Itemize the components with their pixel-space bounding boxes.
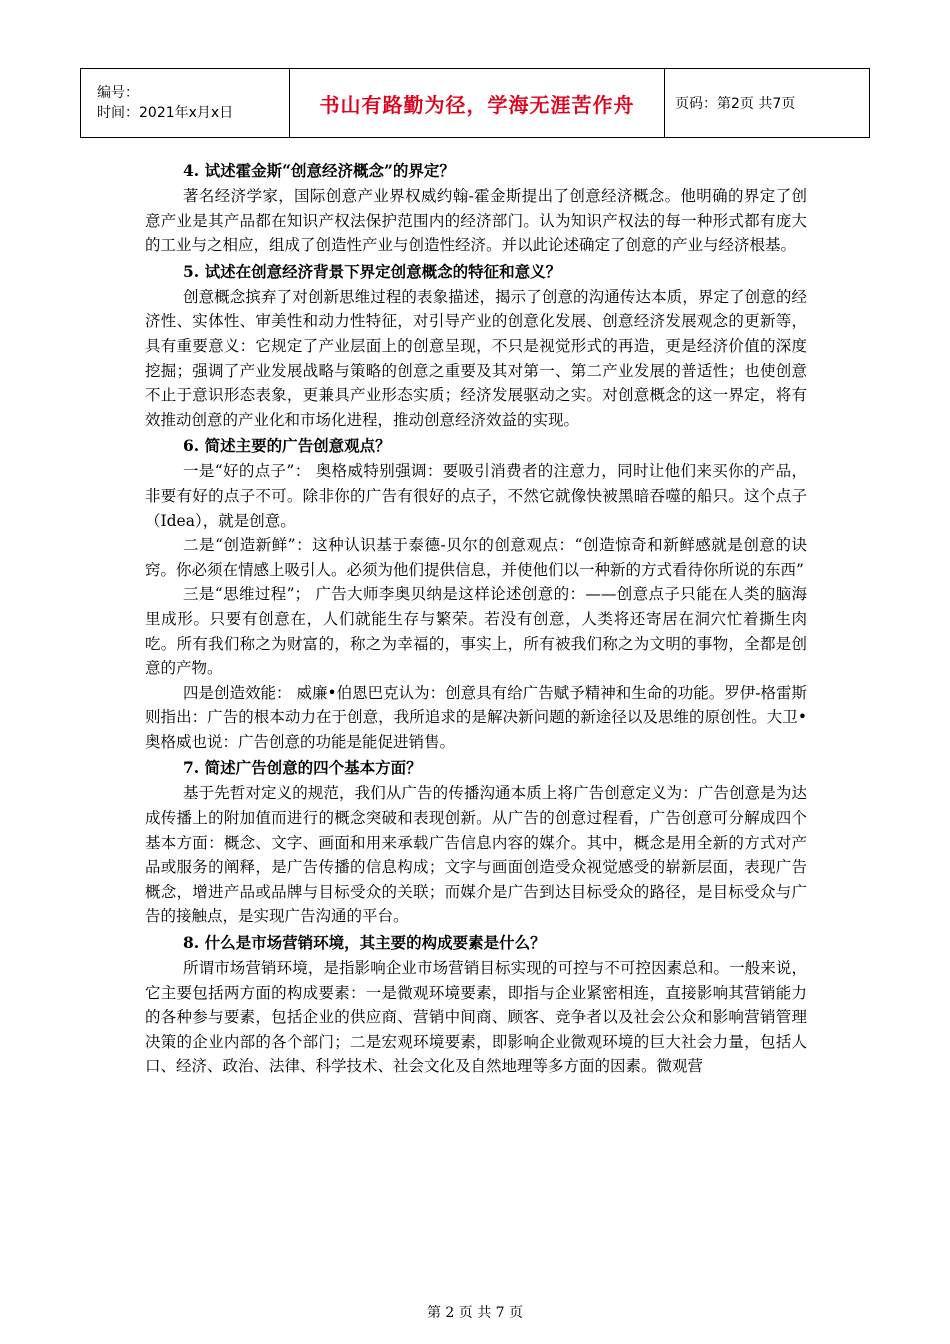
page-footer: 第 2 页 共 7 页	[426, 1305, 524, 1321]
answer-paragraph: 创意概念摈弃了对创新思维过程的表象描述，揭示了创意的沟通传达本质，界定了创意的经济性、实体性、审美性和动力性特征，对引导产业的创意化发展、创意经济发展观念的更新等，具有重要意义：它规定了产业层面上的创意呈现，不只是视觉形式的再造，更是经济价值的深度挖掘；强调了产业发展战略与策略的创意之重要及其对第一、第二产业发展的普适性；也使创意不止于意识形态表象，更兼具产业形态实质；经济发展驱动之实。对创意概念的这一界定，将有效推动创意的产业化和市场化进程，推动创意经济效益的实现。	[145, 287, 807, 429]
question-heading: 8. 什么是市场营销环境，其主要的构成要素是什么？	[183, 933, 546, 953]
answer-paragraph: 著名经济学家，国际创意产业界权威约翰-霍金斯提出了创意经济概念。他明确的界定了创意产业是其产品都在知识产权法保护范围内的经济部门。认为知识产权法的每一种形式都有庞大的工业与之相应，组成了创造性产业与创造性经济。并以此论述确定了创意的产业与经济根基。	[145, 187, 807, 255]
answer-paragraph: 一是“好的点子”： 奥格威特别强调：要吸引消费者的注意力，同时让他们来买你的产品，非要有好的点子不可。除非你的广告有很好的点子，不然它就像快被黑暗吞噬的船只。这个点子（Idea），就是创意。	[145, 462, 807, 530]
document-header	[80, 68, 870, 138]
header-motto: 书山有路勤为径，学海无涯苦作舟	[290, 69, 665, 138]
document-date-label: 时间：2021年x月x日	[97, 105, 234, 121]
answer-paragraph: 基于先哲对定义的规范，我们从广告的传播沟通本质上将广告创意定义为：广告创意是为达成传播上的附加值而进行的概念突破和表现创新。从广告的创意过程看，广告创意可分解成四个基本方面：概念、文字、画面和用来承载广告信息内容的媒介。其中，概念是用全新的方式对产品或服务的阐释，是广告传播的信息构成；文字与画面创造受众视觉感受的崭新层面，表现广告概念，增进产品或品牌与目标受众的关联；而媒介是广告到达目标受众的路径，是目标受众与广告的接触点，是实现广告沟通的平台。	[145, 784, 807, 926]
answer-paragraph: 四是创造效能： 威廉•伯恩巴克认为：创意具有给广告赋予精神和生命的功能。罗伊-格雷斯则指出：广告的根本动力在于创意，我所追求的是解决新问题的新途径以及思维的原创性。大卫•奥格威也说：广告创意的功能是能促进销售。	[145, 683, 807, 751]
document-number-label: 编号：	[97, 85, 139, 101]
question-heading: 4. 试述霍金斯“创意经济概念”的界定？	[183, 161, 455, 180]
question-heading: 6. 简述主要的广告创意观点？	[183, 436, 391, 456]
document-body	[145, 157, 807, 1079]
header-meta-cell	[81, 69, 290, 138]
answer-paragraph: 所谓市场营销环境，是指影响企业市场营销目标实现的可控与不可控因素总和。一般来说，它主要包括两方面的构成要素：一是微观环境要素，即指与企业紧密相连，直接影响其营销能力的各种参与要素，包括企业的供应商、营销中间商、顾客、竞争者以及社会公众和影响营销管理决策的企业内部的各个部门；二是宏观环境要素，即影响企业微观环境的巨大社会力量，包括人口、经济、政治、法律、科学技术、社会文化及自然地理等多方面的因素。微观营	[145, 959, 807, 1076]
header-page-info: 页码：第2页 共7页	[665, 69, 870, 138]
answer-paragraph: 三是“思维过程”； 广告大师李奥贝纳是这样论述创意的：——创意点子只能在人类的脑海里成形。只要有创意在，人们就能生存与繁荣。若没有创意，人类将还寄居在洞穴忙着撕生肉吃。所有我们称之为财富的，称之为幸福的，事实上，所有被我们称之为文明的事物，全都是创意的产物。	[145, 585, 807, 678]
answer-paragraph: 二是“创造新鲜”：这种认识基于泰德-贝尔的创意观点：“创造惊奇和新鲜感就是创意的诀窍。你必须在情感上吸引人。必须为他们提供信息，并使他们以一种新的方式看待你所说的东西”	[145, 536, 807, 579]
question-heading: 5. 试述在创意经济背景下界定创意概念的特征和意义？	[183, 261, 562, 281]
question-heading: 7. 简述广告创意的四个基本方面？	[183, 758, 422, 778]
